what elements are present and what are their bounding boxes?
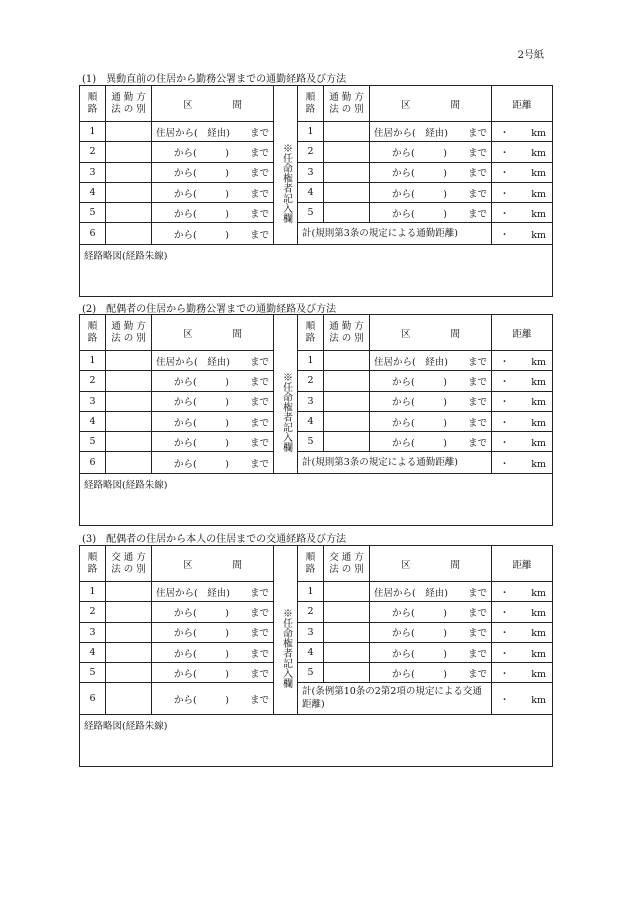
- route-section-cell[interactable]: から( ) まで: [370, 162, 492, 182]
- row-number: 2: [80, 602, 106, 622]
- row-number: 5: [80, 432, 106, 452]
- method-cell[interactable]: [106, 642, 152, 662]
- method-cell[interactable]: [324, 432, 370, 452]
- appointer-column-top: [274, 546, 298, 582]
- distance-cell[interactable]: ・ km: [492, 122, 553, 142]
- row-number: 4: [298, 642, 324, 662]
- route-section-cell[interactable]: 住居から( 経由) まで: [152, 582, 274, 602]
- method-cell[interactable]: [106, 432, 152, 452]
- method-cell[interactable]: [324, 142, 370, 162]
- method-cell[interactable]: [106, 582, 152, 602]
- route-section-cell[interactable]: から( ) まで: [152, 683, 274, 715]
- section-header: 区 間: [152, 546, 274, 582]
- row-number: 2: [80, 371, 106, 391]
- distance-cell[interactable]: ・ km: [492, 371, 553, 391]
- row-number: 1: [298, 122, 324, 142]
- route-section-cell[interactable]: から( ) まで: [370, 142, 492, 162]
- row-number: 3: [298, 162, 324, 182]
- order-header: 順 路: [80, 86, 106, 122]
- row-number: 5: [298, 432, 324, 452]
- distance-cell[interactable]: ・ km: [492, 582, 553, 602]
- route-section-cell[interactable]: から( ) まで: [370, 642, 492, 662]
- method-cell[interactable]: [106, 391, 152, 411]
- method-cell[interactable]: [324, 663, 370, 683]
- row-number: 1: [80, 122, 106, 142]
- row-number: 4: [80, 642, 106, 662]
- row-number: 1: [80, 351, 106, 371]
- method-cell[interactable]: [106, 351, 152, 371]
- route-table: [79, 85, 553, 297]
- order-header: 順 路: [298, 546, 324, 582]
- method-header: 通 勤 方 法 の 別: [324, 86, 370, 122]
- route-section-cell[interactable]: から( ) まで: [152, 622, 274, 642]
- method-header: 通 勤 方 法 の 別: [106, 315, 152, 351]
- route-section-cell[interactable]: から( ) まで: [152, 452, 274, 474]
- row-number: 2: [80, 142, 106, 162]
- method-header: 交 通 方 法 の 別: [106, 546, 152, 582]
- distance-cell[interactable]: ・ km: [492, 683, 553, 715]
- method-cell[interactable]: [324, 203, 370, 223]
- distance-cell[interactable]: ・ km: [492, 391, 553, 411]
- distance-cell[interactable]: ・ km: [492, 162, 553, 182]
- route-table: [79, 545, 553, 767]
- section-title: (3) 配偶者の住居から本人の住居までの交通経路及び方法: [82, 534, 347, 545]
- order-header: 順 路: [80, 546, 106, 582]
- method-cell[interactable]: [106, 411, 152, 431]
- row-number: 1: [298, 351, 324, 371]
- route-section-cell[interactable]: から( ) まで: [152, 411, 274, 431]
- row-number: 3: [80, 162, 106, 182]
- method-cell[interactable]: [106, 203, 152, 223]
- route-section-cell[interactable]: から( ) まで: [370, 602, 492, 622]
- route-section-cell[interactable]: から( ) まで: [152, 663, 274, 683]
- route-section-cell[interactable]: 住居から( 経由) まで: [370, 122, 492, 142]
- distance-cell[interactable]: ・ km: [492, 602, 553, 622]
- row-number: 4: [298, 182, 324, 202]
- route-section-cell[interactable]: から( ) まで: [370, 203, 492, 223]
- route-section-cell[interactable]: から( ) まで: [152, 162, 274, 182]
- route-section-cell[interactable]: 住居から( 経由) まで: [152, 351, 274, 371]
- method-cell[interactable]: [324, 602, 370, 622]
- route-section-cell[interactable]: から( ) まで: [370, 391, 492, 411]
- route-section-cell[interactable]: 住居から( 経由) まで: [370, 351, 492, 371]
- distance-cell[interactable]: ・ km: [492, 203, 553, 223]
- row-number: 3: [80, 391, 106, 411]
- section-header: 区 間: [152, 86, 274, 122]
- section-header: 区 間: [370, 546, 492, 582]
- row-number: 3: [298, 391, 324, 411]
- section-header: 区 間: [370, 315, 492, 351]
- method-cell[interactable]: [324, 622, 370, 642]
- route-section-cell[interactable]: から( ) まで: [370, 432, 492, 452]
- method-cell[interactable]: [324, 182, 370, 202]
- row-number: 2: [298, 602, 324, 622]
- route-section-cell[interactable]: から( ) まで: [152, 642, 274, 662]
- method-cell[interactable]: [106, 602, 152, 622]
- row-number: 2: [298, 371, 324, 391]
- appointer-column: [274, 582, 298, 715]
- route-section-cell[interactable]: から( ) まで: [370, 411, 492, 431]
- row-number: 5: [80, 663, 106, 683]
- route-map-area[interactable]: 経路略図(経路朱線): [80, 715, 553, 767]
- method-cell[interactable]: [106, 122, 152, 142]
- method-header: 通 勤 方 法 の 別: [106, 86, 152, 122]
- appointer-column-label: ※任命権者記入欄: [280, 607, 292, 688]
- row-number: 1: [298, 582, 324, 602]
- distance-cell[interactable]: ・ km: [492, 622, 553, 642]
- route-section-cell[interactable]: から( ) まで: [152, 142, 274, 162]
- appointer-column-label: ※任命権者記入欄: [280, 371, 292, 452]
- distance-header: 距離: [492, 86, 553, 122]
- row-number: 6: [80, 223, 106, 245]
- appointer-column-label: ※任命権者記入欄: [280, 142, 292, 223]
- method-cell[interactable]: [324, 642, 370, 662]
- order-header: 順 路: [298, 315, 324, 351]
- route-section-cell[interactable]: から( ) まで: [152, 602, 274, 622]
- method-cell[interactable]: [106, 683, 152, 715]
- row-number: 5: [298, 203, 324, 223]
- route-section-cell[interactable]: から( ) まで: [152, 182, 274, 202]
- method-cell[interactable]: [324, 162, 370, 182]
- method-cell[interactable]: [324, 351, 370, 371]
- route-section-cell[interactable]: から( ) まで: [152, 203, 274, 223]
- row-number: 4: [80, 182, 106, 202]
- row-number: 1: [80, 582, 106, 602]
- method-cell[interactable]: [106, 142, 152, 162]
- row-number: 3: [298, 622, 324, 642]
- route-map-area[interactable]: 経路略図(経路朱線): [80, 245, 553, 297]
- method-cell[interactable]: [106, 371, 152, 391]
- route-section-cell[interactable]: 住居から( 経由) まで: [370, 582, 492, 602]
- distance-cell[interactable]: ・ km: [492, 411, 553, 431]
- route-table: [79, 314, 553, 526]
- distance-header: 距離: [492, 546, 553, 582]
- order-header: 順 路: [80, 315, 106, 351]
- route-section-cell[interactable]: から( ) まで: [370, 663, 492, 683]
- row-number: 6: [80, 452, 106, 474]
- distance-cell[interactable]: ・ km: [492, 432, 553, 452]
- distance-cell[interactable]: ・ km: [492, 351, 553, 371]
- distance-cell[interactable]: ・ km: [492, 142, 553, 162]
- method-cell[interactable]: [106, 162, 152, 182]
- form-number: 2号紙: [517, 50, 544, 61]
- order-header: 順 路: [298, 86, 324, 122]
- method-cell[interactable]: [324, 371, 370, 391]
- appointer-column: [274, 122, 298, 245]
- distance-cell[interactable]: ・ km: [492, 642, 553, 662]
- route-section-cell[interactable]: から( ) まで: [370, 182, 492, 202]
- route-section-cell[interactable]: から( ) まで: [370, 622, 492, 642]
- distance-cell[interactable]: ・ km: [492, 663, 553, 683]
- distance-cell[interactable]: ・ km: [492, 223, 553, 245]
- method-cell[interactable]: [324, 411, 370, 431]
- row-number: 3: [80, 622, 106, 642]
- method-header: 通 勤 方 法 の 別: [324, 315, 370, 351]
- row-number: 4: [298, 411, 324, 431]
- row-number: 5: [80, 203, 106, 223]
- method-cell[interactable]: [106, 223, 152, 245]
- method-cell[interactable]: [106, 452, 152, 474]
- distance-header: 距離: [492, 315, 553, 351]
- distance-cell[interactable]: ・ km: [492, 182, 553, 202]
- total-label: 計(条例第10条の2第2項の規定による交通距離): [298, 683, 492, 715]
- route-section-cell[interactable]: から( ) まで: [152, 223, 274, 245]
- method-cell[interactable]: [106, 182, 152, 202]
- route-section-cell[interactable]: から( ) まで: [152, 371, 274, 391]
- section-header: 区 間: [370, 86, 492, 122]
- section-title: (1) 異動直前の住居から勤務公署までの通勤経路及び方法: [82, 74, 347, 85]
- method-cell[interactable]: [106, 622, 152, 642]
- method-cell[interactable]: [324, 582, 370, 602]
- distance-cell[interactable]: ・ km: [492, 452, 553, 474]
- row-number: 4: [80, 411, 106, 431]
- section-title: (2) 配偶者の住居から勤務公署までの通勤経路及び方法: [82, 304, 337, 315]
- method-header: 交 通 方 法 の 別: [324, 546, 370, 582]
- method-cell[interactable]: [106, 663, 152, 683]
- route-section-cell[interactable]: から( ) まで: [152, 432, 274, 452]
- row-number: 5: [298, 663, 324, 683]
- route-map-area[interactable]: 経路略図(経路朱線): [80, 474, 553, 526]
- route-section-cell[interactable]: から( ) まで: [152, 391, 274, 411]
- appointer-column-top: [274, 315, 298, 351]
- route-section-cell[interactable]: から( ) まで: [370, 371, 492, 391]
- row-number: 6: [80, 683, 106, 715]
- route-section-cell[interactable]: 住居から( 経由) まで: [152, 122, 274, 142]
- row-number: 2: [298, 142, 324, 162]
- appointer-column: [274, 351, 298, 474]
- total-label: 計(規則第3条の規定による通勤距離): [298, 223, 492, 245]
- appointer-column-top: [274, 86, 298, 122]
- method-cell[interactable]: [324, 122, 370, 142]
- total-label: 計(規則第3条の規定による通勤距離): [298, 452, 492, 474]
- section-header: 区 間: [152, 315, 274, 351]
- method-cell[interactable]: [324, 391, 370, 411]
